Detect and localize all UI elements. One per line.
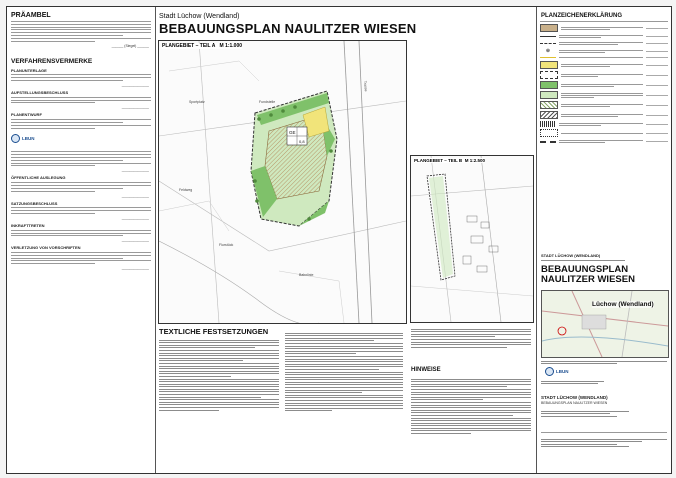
map-b-title: PLANGEBIET – TEIL B M 1:2.500: [414, 158, 485, 163]
festsetzungen-text-2: [285, 331, 403, 413]
bottom-town: STADT LÜCHOW (WENDLAND): [541, 395, 608, 400]
title-block-logo-icon: [545, 367, 554, 376]
svg-text:Flurstück: Flurstück: [219, 243, 234, 247]
bottom-plan-title: BEBAUUNGSPLAN NAULITZER WIESEN: [541, 401, 608, 405]
plan-sheet: [6, 6, 672, 474]
subhead-planunterlage: PLANUNTERLAGE: [11, 67, 47, 73]
planner-logo: LBUN: [11, 134, 35, 143]
overview-map-label: Lüchow (Wendland): [592, 301, 654, 308]
center-column: [155, 7, 536, 473]
town-name: Stadt Lüchow (Wendland): [159, 13, 240, 20]
procedure-title: VERFAHRENSVERMERKE: [11, 57, 93, 65]
svg-text:Sportplatz: Sportplatz: [189, 100, 205, 104]
subhead-inkrafttreten: INKRAFTTRETEN: [11, 222, 45, 228]
title-block-plan-title: BEBAUUNGSPLAN NAULITZER WIESEN: [541, 264, 635, 285]
hinweise-text: [411, 377, 531, 436]
festsetzungen-text-1: [159, 338, 279, 412]
plan-title: BEBAUUNGSPLAN NAULITZER WIESEN: [159, 21, 417, 36]
map-teil-a: [158, 40, 407, 324]
preamble-text: [11, 21, 151, 42]
legend-title: PLANZEICHENERKLÄRUNG: [541, 13, 622, 19]
left-column: PRÄAMBEL ______ (Siegel) ______ VERFAHRENSVERMERKE PLANUNTERLAGE ______________ AUFSTELLUNGSBESCHLUSS ______________ PLANENTWURF LBUN ______________ ÖFFENTLICHE AUSLEGUNG ______________ SATZUNGSBESCHLUSS ______________ INKRAFTTRETEN ______________ VERLETZUNG VON VORSCHRIFTEN ______________: [7, 7, 156, 473]
svg-text:Feldweg: Feldweg: [179, 188, 193, 192]
legend-list: ⊕: [537, 24, 671, 144]
festsetzungen-title: TEXTLICHE FESTSETZUNGEN: [159, 327, 269, 336]
map-b-drawing: [411, 156, 533, 322]
right-column: [536, 7, 671, 473]
map-teil-b: [410, 155, 534, 323]
title-block: [541, 253, 666, 285]
gewerbe-symbol: [540, 24, 558, 32]
overview-map: [541, 290, 669, 358]
subhead-aufstellung: AUFSTELLUNGSBESCHLUSS: [11, 89, 69, 95]
festsetzungen-text-3: [411, 327, 531, 349]
preamble-title: PRÄAMBEL: [11, 12, 51, 19]
grz-label: 0,8: [299, 139, 305, 144]
subhead-auslegung: ÖFFENTLICHE AUSLEGUNG: [11, 175, 66, 181]
svg-text:Bahnlinie: Bahnlinie: [299, 273, 314, 277]
svg-text:Trasse: Trasse: [363, 80, 368, 92]
map-a-drawing: [159, 41, 406, 323]
planner-logo-icon: [11, 134, 20, 143]
svg-text:Fundstelle: Fundstelle: [259, 100, 276, 104]
subhead-satzung: SATZUNGSBESCHLUSS: [11, 200, 58, 206]
legend-row: [540, 24, 668, 32]
subhead-planentwurf: PLANENTWURF: [11, 112, 42, 118]
subhead-verletzung: VERLETZUNG VON VORSCHRIFTEN: [11, 245, 81, 251]
title-block-logo: LBUN: [545, 367, 569, 376]
ge-label: GE: [289, 130, 296, 135]
preamble-signature: ______ (Siegel) ______: [111, 43, 149, 48]
hinweise-title: HINWEISE: [411, 367, 441, 373]
map-a-title: PLANGEBIET – TEIL A M 1:1.000: [162, 43, 243, 49]
title-block-town: STADT LÜCHOW (WENDLAND): [541, 253, 601, 258]
